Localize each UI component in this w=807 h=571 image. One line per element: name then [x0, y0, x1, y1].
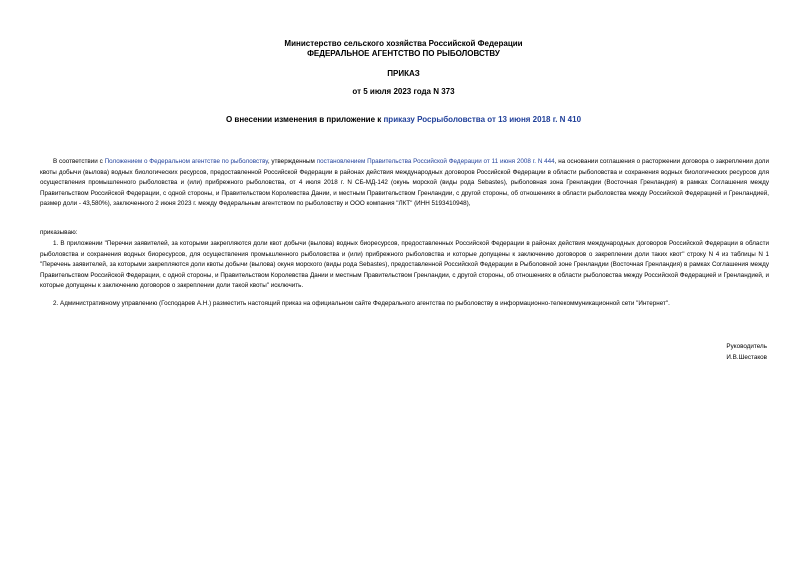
intro-text-3: , на основании соглашения о расторжении договора о закреплении доли квоты добычи (вылова) водных биологических ресурсов, предоставленной Российской Федерации в районах действия международных договоров Российской Федерации в области рыболовства и сохранения водных биологических ресурсов для осуществления промышленного рыболовства и (или) прибрежного рыболовства, от 4 июля 2018 г. N СБ-МД-142 (окунь морской (виды рода Sebastes), рыболовная зона Гренландии (Восточная Гренландия) в рамках Соглашения между Правительством Российской Федерации, с одной стороны, и Правительством Королевства Дании, и местным Правительством Гренландии, с другой стороны, об отношениях в области рыболовства между Российской Федерацией и Гренландией, размер доли - 43,580%), заключенного 2 июня 2023 г. между Федеральным агентством по рыболовству и ООО компания "ЛКТ" (ИНН 5193410948), — [40, 158, 769, 208]
item-2-paragraph: 2. Административному управлению (Господарев А.Н.) разместить настоящий приказ на официальном сайте Федерального агентства по рыболовству в информационно-телекоммуникационной сети "Интернет". — [53, 300, 670, 307]
item-1-paragraph: 1. В приложении "Перечни заявителей, за которыми закрепляются доли квот добычи (вылова) водных биоресурсов, предоставленных Российской Федерации в районах действия международных договоров Российской Федерации в области рыболовства и сохранения водных биоресурсов, для осуществления промышленного рыболовства и (или) прибрежного рыболовства и которые допущены к заключению договоров о закреплении доли таких квот" строку N 4 из таблицы N 1 "Перечень заявителей, за которыми закрепляются доли квоты добычи (вылова) окуня морского (виды рода Sebastes), предоставленной Российской Федерации в Рыболовной зоне Гренландии (Восточная Гренландия) в рамках Соглашения между Правительством Российской Федерации, с одной стороны, и Правительством Королевства Дании и местным Правительством Гренландии, с другой стороны, об отношениях в области рыболовства между Российской Федерацией и Гренландией, и которые допущены к заключению договоров о закреплении доли такой квоты" исключить. — [40, 240, 769, 290]
signature-name: И.В.Шестаков — [726, 354, 767, 361]
document-date-number: от 5 июля 2023 года N 373 — [352, 87, 455, 96]
title-order-link[interactable]: приказу Росрыболовства от 13 июня 2018 г. N 410 — [383, 115, 582, 124]
regulation-link[interactable]: Положением о Федеральном агентстве по рыболовству — [104, 158, 268, 165]
agency-name: ФЕДЕРАЛЬНОЕ АГЕНТСТВО ПО РЫБОЛОВСТВУ — [307, 49, 500, 58]
government-decree-link[interactable]: постановлением Правительства Российской Федерации от 11 июня 2008 г. N 444 — [316, 158, 555, 165]
document-title — [0, 115, 807, 125]
intro-text-2: , утвержденным — [267, 158, 317, 165]
signature-role: Руководитель — [726, 343, 767, 350]
document-type: ПРИКАЗ — [387, 69, 420, 78]
decree-word: приказываю: — [40, 229, 78, 236]
intro-text-1: В соответствии с — [53, 158, 105, 165]
intro-paragraph — [40, 157, 769, 210]
ministry-name: Министерство сельского хозяйства Российской Федерации — [284, 39, 523, 48]
title-prefix: О внесении изменения в приложение к — [225, 115, 384, 124]
